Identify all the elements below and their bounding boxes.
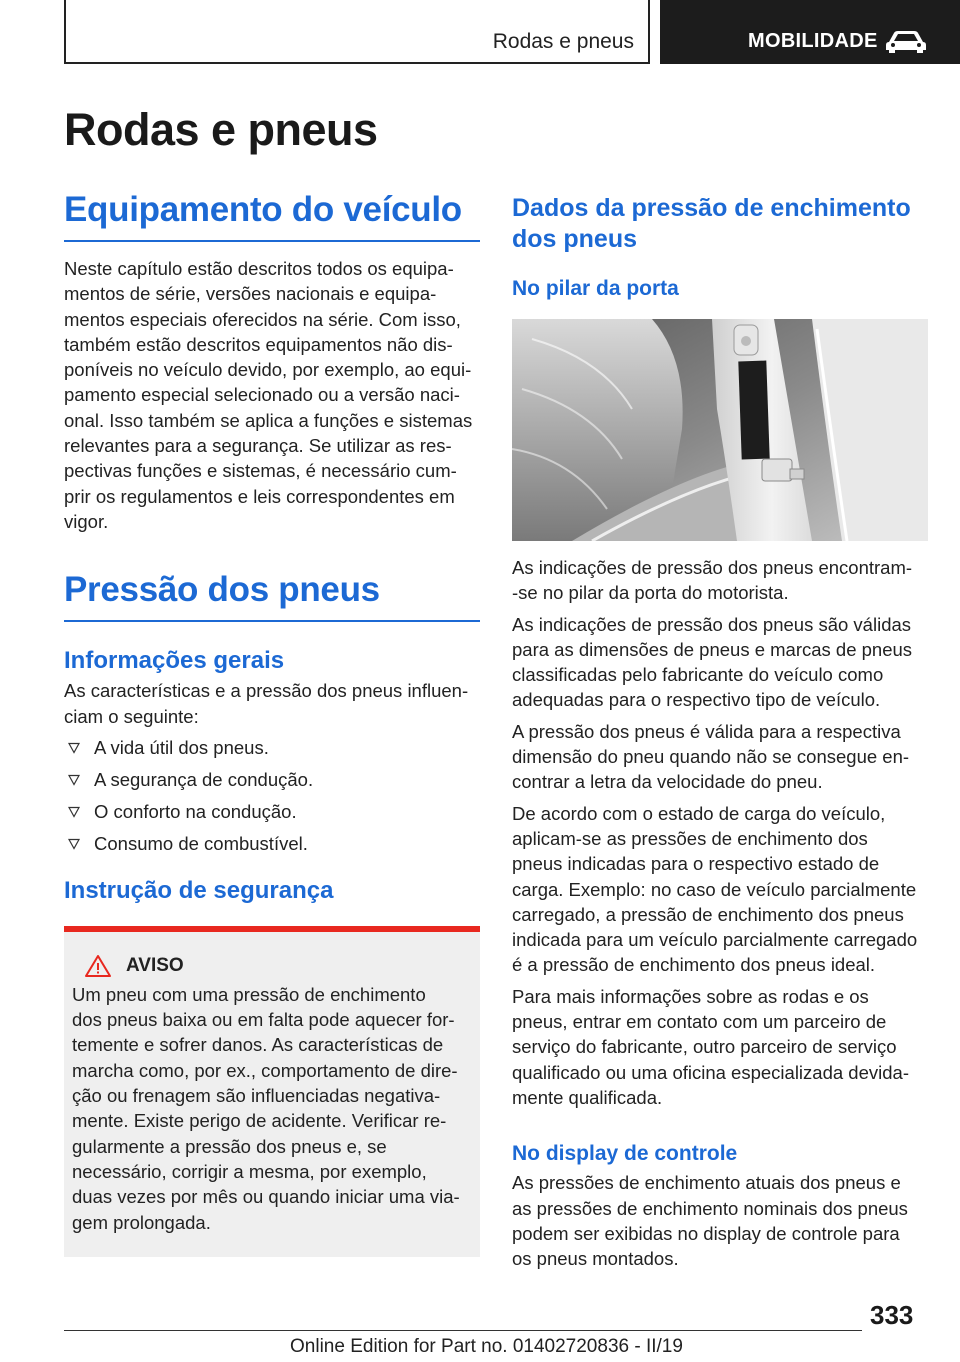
bullet-list bbox=[64, 735, 480, 856]
text-line: as pressões de enchimento nominais dos pneus bbox=[512, 1197, 908, 1219]
car-icon bbox=[885, 29, 927, 53]
footer-divider bbox=[64, 1330, 862, 1331]
text-line: pectivas funções e sistemas, é necessário cum- bbox=[64, 460, 457, 482]
section-title-dados bbox=[512, 193, 928, 255]
text-line: pneus, entrar em contato com um parceiro de bbox=[512, 1011, 887, 1033]
text-line: dos pneus baixa ou em falta pode aquecer for- bbox=[72, 1009, 455, 1031]
text-line: carga. Exemplo: no caso de veículo parcialmente bbox=[512, 878, 917, 900]
pilar-paragraph-1 bbox=[512, 555, 928, 606]
warning-box bbox=[64, 926, 480, 1257]
text-line: temente e sofrer danos. As características de bbox=[72, 1034, 444, 1056]
text-line: duas vezes por mês ou quando iniciar uma via- bbox=[72, 1186, 460, 1208]
text-line: -se no pilar da porta do motorista. bbox=[512, 582, 789, 604]
door-pillar-illustration bbox=[512, 319, 928, 541]
list-item-text: O conforto na condução. bbox=[94, 800, 297, 822]
list-item-text: Consumo de combustível. bbox=[94, 832, 308, 854]
header-category-label: MOBILIDADE bbox=[748, 30, 878, 52]
text-line: Para mais informações sobre as rodas e os bbox=[512, 985, 869, 1007]
text-line: adequadas para o respectivo tipo de veículo. bbox=[512, 689, 881, 711]
triangle-bullet-icon bbox=[68, 742, 80, 754]
title-line: dos pneus bbox=[512, 225, 638, 253]
text-line: marcha como, por ex., comportamento de dire- bbox=[72, 1059, 458, 1081]
text-line: os pneus montados. bbox=[512, 1248, 679, 1270]
text-line: poníveis no veículo devido, por exemplo, ao equi- bbox=[64, 359, 472, 381]
text-line: classificadas pelo fabricante do veículo como bbox=[512, 664, 884, 686]
subsection-title-pilar: No pilar da porta bbox=[512, 277, 679, 300]
text-line: necessário, corrigir a mesma, por exemplo, bbox=[72, 1160, 427, 1182]
text-line: As indicações de pressão dos pneus encontram- bbox=[512, 557, 913, 578]
left-column bbox=[64, 190, 480, 1257]
warning-header bbox=[72, 954, 472, 978]
text-line: As características e a pressão dos pneus influen- bbox=[64, 680, 469, 702]
triangle-bullet-icon bbox=[68, 806, 80, 818]
text-line: carregado, a pressão de enchimento dos pneus bbox=[512, 903, 904, 925]
list-item-text: A segurança de condução. bbox=[94, 768, 314, 790]
text-line: ção ou frenagem são influenciadas negativa- bbox=[72, 1085, 441, 1107]
text-line: As pressões de enchimento atuais dos pneus e bbox=[512, 1172, 901, 1194]
text-line: As indicações de pressão dos pneus são válidas bbox=[512, 613, 912, 635]
text-line: prir os regulamentos e leis correspondentes em bbox=[64, 485, 455, 507]
triangle-bullet-icon bbox=[68, 838, 80, 850]
text-line: pneus indicadas para o respectivo estado de bbox=[512, 853, 880, 875]
triangle-bullet-icon bbox=[68, 774, 80, 786]
text-line: onal. Isso também se aplica a funções e sistemas bbox=[64, 409, 473, 431]
list-item bbox=[64, 831, 480, 856]
text-line: qualificado ou uma oficina especializada devida- bbox=[512, 1061, 909, 1083]
header-category-box bbox=[660, 0, 960, 64]
right-column bbox=[512, 193, 928, 1271]
text-line: mentos especiais oferecidos na série. Com isso, bbox=[64, 308, 461, 330]
text-line: mente. Existe perigo de acidente. Verificar re- bbox=[72, 1110, 447, 1132]
list-item bbox=[64, 799, 480, 824]
informacoes-paragraph bbox=[64, 678, 480, 729]
list-item-text: A vida útil dos pneus. bbox=[94, 736, 269, 758]
equipamento-paragraph bbox=[64, 256, 480, 534]
text-line: mente qualificada. bbox=[512, 1086, 663, 1108]
header-section-title: Rodas e pneus bbox=[492, 30, 634, 53]
text-line: serviço do fabricante, outro parceiro de serviço bbox=[512, 1036, 897, 1058]
text-line: pamento especial selecionado ou a versão naci- bbox=[64, 384, 460, 406]
section-title-equipamento: Equipamento do veículo bbox=[64, 190, 480, 242]
text-line: De acordo com o estado de carga do veículo, bbox=[512, 802, 886, 824]
text-line: é a pressão de enchimento dos pneus ideal. bbox=[512, 954, 876, 976]
text-line: vigor. bbox=[64, 510, 109, 532]
pilar-paragraph-5 bbox=[512, 984, 928, 1110]
title-line: Dados da pressão de enchimento bbox=[512, 194, 911, 222]
pilar-paragraph-3 bbox=[512, 719, 928, 795]
text-line: contrar a letra da velocidade do pneu. bbox=[512, 771, 823, 793]
text-line: gem prolongada. bbox=[72, 1211, 211, 1233]
text-line: relevantes para a segurança. Se utilizar as res- bbox=[64, 435, 452, 457]
text-line: para as dimensões de pneus e marcas de pneus bbox=[512, 638, 913, 660]
warning-label: AVISO bbox=[126, 954, 184, 976]
subsection-title-informacoes: Informações gerais bbox=[64, 647, 285, 675]
warning-triangle-icon bbox=[84, 954, 112, 978]
subsection-title-display: No display de controle bbox=[512, 1142, 738, 1166]
page-title: Rodas e pneus bbox=[64, 104, 378, 155]
pilar-paragraph-4 bbox=[512, 801, 928, 978]
footer-edition: Online Edition for Part no. 01402720836 - II/19 bbox=[290, 1336, 683, 1357]
text-line: dimensão do pneu quando não se consegue en- bbox=[512, 746, 910, 768]
subsection-title-seguranca: Instrução de segurança bbox=[64, 876, 334, 904]
list-item bbox=[64, 735, 480, 760]
text-line: aplicam-se as pressões de enchimento dos bbox=[512, 827, 868, 849]
warning-text bbox=[72, 982, 472, 1235]
text-line: indicada para um veículo parcialmente carregado bbox=[512, 929, 918, 951]
header-section-box bbox=[64, 0, 650, 64]
pilar-paragraph-2 bbox=[512, 612, 928, 713]
text-line: Neste capítulo estão descritos todos os equipa- bbox=[64, 258, 454, 279]
section-title-pressao: Pressão dos pneus bbox=[64, 570, 480, 622]
list-item bbox=[64, 767, 480, 792]
page-header bbox=[0, 0, 960, 66]
text-line: Um pneu com uma pressão de enchimento bbox=[72, 983, 426, 1005]
text-line: mentos de série, versões nacionais e equipa- bbox=[64, 283, 437, 305]
page-number: 333 bbox=[870, 1300, 914, 1330]
text-line: A pressão dos pneus é válida para a respectiva bbox=[512, 720, 901, 742]
text-line: também estão descritos equipamentos não dis- bbox=[64, 333, 453, 355]
text-line: ciam o seguinte: bbox=[64, 705, 199, 727]
text-line: podem ser exibidas no display de controle para bbox=[512, 1222, 900, 1244]
display-paragraph bbox=[512, 1170, 928, 1271]
text-line: gularmente a pressão dos pneus e, se bbox=[72, 1135, 387, 1157]
